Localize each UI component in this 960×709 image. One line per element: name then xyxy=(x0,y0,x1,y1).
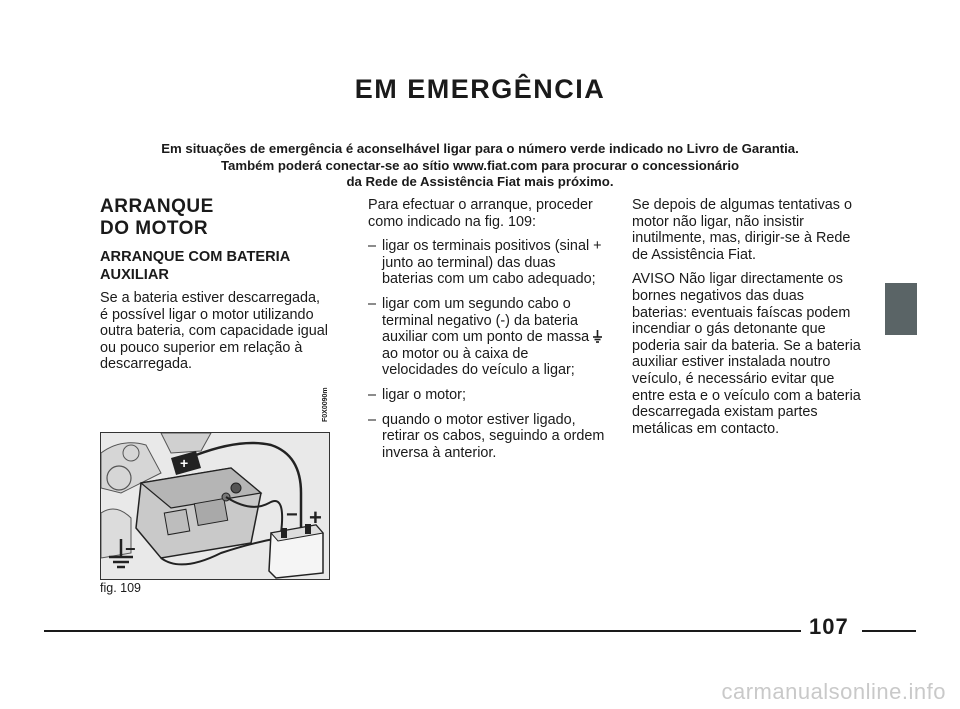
left-paragraph: Se a bateria estiver descarregada, é possível ligar o motor utilizando outra bateria, com capacidade igual ou pouco superior em relação à descarregada. xyxy=(100,290,328,373)
intro-line-3: da Rede de Assistência Fiat mais próximo. xyxy=(346,174,614,189)
ground-icon xyxy=(593,330,602,343)
list-item xyxy=(368,387,608,404)
section-heading xyxy=(100,196,328,240)
step-text: ligar o motor; xyxy=(382,386,466,403)
warning-paragraph: AVISO Não ligar directamente os bornes negativos das duas baterias: eventuais faíscas podem incendiar o gás detonante que poderia sair da bateria. Se a bateria auxiliar estiver instalada noutro veículo, é necessário evitar que entre esta e o veículo com a bateria descarregada existam partes metálicas em contacto. xyxy=(632,271,861,437)
intro-line-1: Em situações de emergência é aconselhável ligar para o número verde indicado no Livro de Garantia. xyxy=(161,141,799,156)
intro-text xyxy=(120,141,840,191)
ground-minus-label: − xyxy=(125,539,136,559)
positive-terminal-label: + xyxy=(180,455,189,471)
list-dash: – xyxy=(368,238,377,255)
subsection-heading-line-1: ARRANQUE COM BATERIA xyxy=(100,249,291,265)
figure-caption: fig. 109 xyxy=(100,581,142,595)
steps-list xyxy=(368,238,608,461)
list-dash: – xyxy=(368,295,377,312)
list-dash: – xyxy=(368,386,377,403)
list-item xyxy=(368,296,608,379)
watermark: carmanualsonline.info xyxy=(721,679,946,704)
intro-line-2: Também poderá conectar-se ao sítio www.fiat.com para procurar o concessionário xyxy=(220,157,740,173)
left-column xyxy=(100,196,328,381)
aux-positive-label: + xyxy=(309,505,322,530)
step-text: ligar os terminais positivos (sinal + junto ao terminal) das duas baterias com um cabo adequado; xyxy=(382,238,602,288)
middle-column xyxy=(368,197,608,469)
list-dash: – xyxy=(368,411,377,428)
section-tab-marker xyxy=(885,283,917,335)
section-heading-line-2: DO MOTOR xyxy=(100,218,209,239)
subsection-heading-line-2: AUXILIAR xyxy=(100,266,169,283)
step-text-continuation: ao motor ou à caixa de velocidades do veículo a ligar; xyxy=(382,345,575,379)
figure-code: F0X0090m xyxy=(322,387,329,422)
subsection-heading xyxy=(100,249,328,284)
step-text: quando o motor estiver ligado, retirar os cabos, seguindo a ordem inversa à anterior. xyxy=(382,411,605,461)
section-heading-line-1: ARRANQUE xyxy=(100,196,214,217)
page-title: EM EMERGÊNCIA xyxy=(354,74,606,104)
figure-109-illustration xyxy=(100,432,330,580)
list-item xyxy=(368,412,608,462)
footer-rule-right xyxy=(862,630,916,632)
list-item xyxy=(368,238,608,288)
page-number: 107 xyxy=(809,614,849,639)
footer-rule-left xyxy=(44,630,801,632)
middle-intro: Para efectuar o arranque, proceder como indicado na fig. 109: xyxy=(368,197,593,230)
step-text: ligar com um segundo cabo o terminal negativo (-) da bateria auxiliar com um ponto de massa xyxy=(382,295,590,346)
aux-negative-label: − xyxy=(286,504,298,526)
jump-start-diagram xyxy=(101,433,329,579)
right-column xyxy=(632,197,862,445)
right-paragraph-1: Se depois de algumas tentativas o motor não ligar, não insistir inutilmente, mas, dirigir-se à Rede de Assistência Fiat. xyxy=(632,197,852,263)
